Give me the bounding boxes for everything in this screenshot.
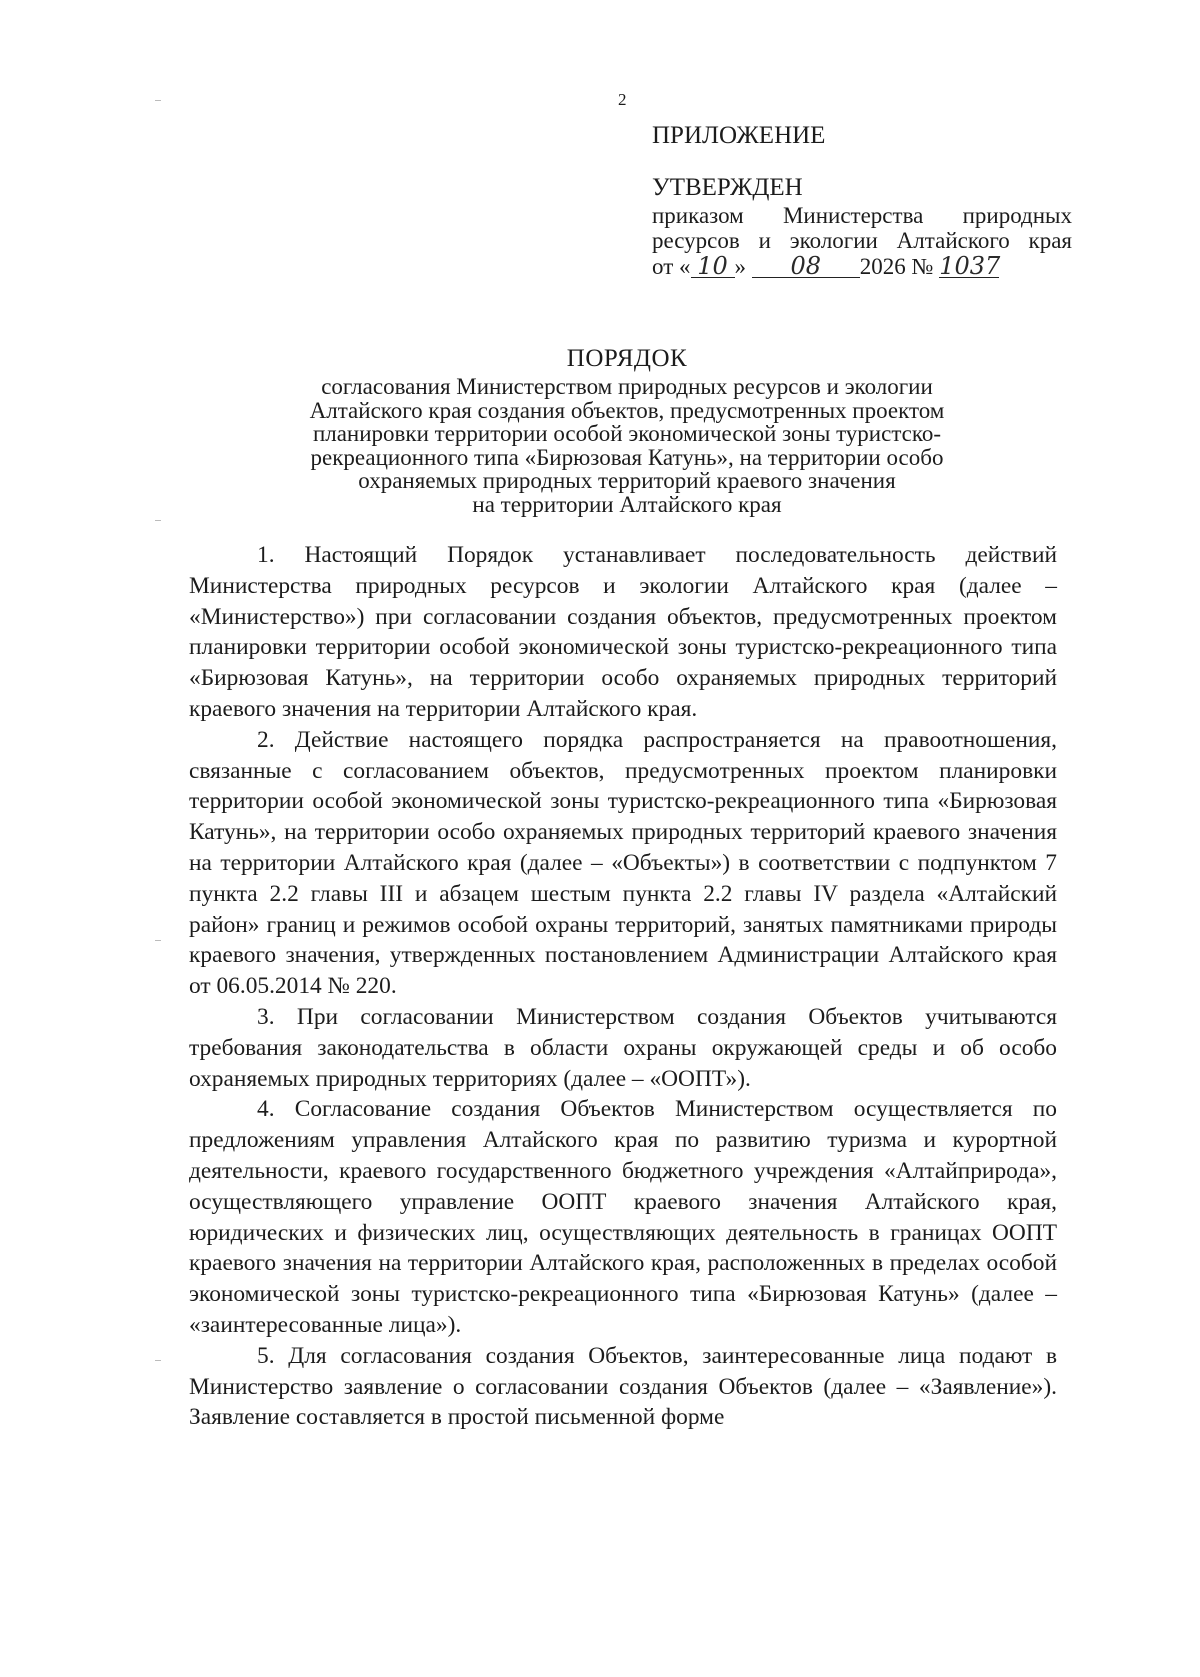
date-prefix: от «	[652, 254, 691, 279]
document-title: ПОРЯДОК	[566, 345, 688, 372]
subtitle-line: на территории Алтайского края	[472, 491, 782, 517]
year-text: 2026 №	[859, 254, 934, 279]
handwritten-month: 08	[752, 255, 860, 278]
page-number: 2	[618, 90, 627, 109]
scan-mark	[155, 100, 161, 101]
document-subtitle	[200, 375, 1054, 516]
appendix-block	[652, 116, 1072, 281]
handwritten-day: 10	[691, 255, 735, 278]
order-date-line	[652, 253, 1072, 281]
subtitle-line: Алтайского края создания объектов, предусмотренных проектом	[309, 397, 945, 423]
scan-mark	[155, 520, 161, 521]
appendix-label: ПРИЛОЖЕНИЕ	[652, 122, 826, 149]
scan-mark	[155, 1360, 161, 1361]
document-body	[189, 540, 1057, 1433]
subtitle-line: рекреационного типа «Бирюзовая Катунь», на территории особо	[310, 444, 944, 470]
paragraph-3: 3. При согласовании Министерством создания Объектов учитываются требования законодательства в области охраны окружающей среды и об особо охраняемых природных территориях (далее – «ООПТ»).	[189, 1003, 1057, 1092]
subtitle-line: планировки территории особой экономической зоны туристско-	[312, 421, 942, 446]
approved-by-line-2: ресурсов и экологии Алтайского края	[652, 228, 1072, 253]
approved-label: УТВЕРЖДЕН	[652, 174, 803, 201]
subtitle-line: согласования Министерством природных ресурсов и экологии	[321, 374, 933, 399]
handwritten-order-number: 1037	[939, 252, 1001, 280]
paragraph-2: 2. Действие настоящего порядка распространяется на правоотношения, связанные с согласованием объектов, предусмотренных проектом планировки территории особой экономической зоны туристско-рекреационного типа «Бирюзовая Катунь», на территории особо охраняемых природных территорий краевого значения на территории Алтайского края (далее – «Объекты») в соответствии с подпунктом 7 пункта 2.2 главы III и абзацем шестым пункта 2.2 главы IV раздела «Алтайский район» границ и режимов особой охраны территорий, занятых памятниками природы краевого значения, утвержденных постановлением Администрации Алтайского края от 06.05.2014 № 220.	[189, 726, 1057, 1000]
paragraph-5: 5. Для согласования создания Объектов, заинтересованные лица подают в Министерство заявление о согласовании создания Объектов (далее – «Заявление»). Заявление составляется в простой письменной форме	[189, 1342, 1057, 1431]
scan-mark	[155, 940, 161, 941]
subtitle-line: охраняемых природных территорий краевого значения	[358, 468, 896, 493]
approved-by-line-1: приказом Министерства природных	[652, 203, 1072, 228]
paragraph-1: 1. Настоящий Порядок устанавливает последовательность действий Министерства природных ресурсов и экологии Алтайского края (далее – «Министерство») при согласовании создания объектов, предусмотренных проектом планировки территории особой экономической зоны туристско-рекреационного типа «Бирюзовая Катунь», на территории особо охраняемых природных территорий краевого значения на территории Алтайского края.	[189, 542, 1057, 722]
quote-close: »	[734, 254, 746, 279]
paragraph-4: 4. Согласование создания Объектов Министерством осуществляется по предложениям управления Алтайского края по развитию туризма и курортной деятельности, краевого государственного бюджетного учреждения «Алтайприрода», осуществляющего управление ООПТ краевого значения Алтайского края, юридических и физических лиц, осуществляющих деятельность в границах ООПТ краевого значения на территории Алтайского края, расположенных в пределах особой экономической зоны туристско-рекреационного типа «Бирюзовая Катунь» (далее – «заинтересованные лица»).	[189, 1096, 1057, 1338]
